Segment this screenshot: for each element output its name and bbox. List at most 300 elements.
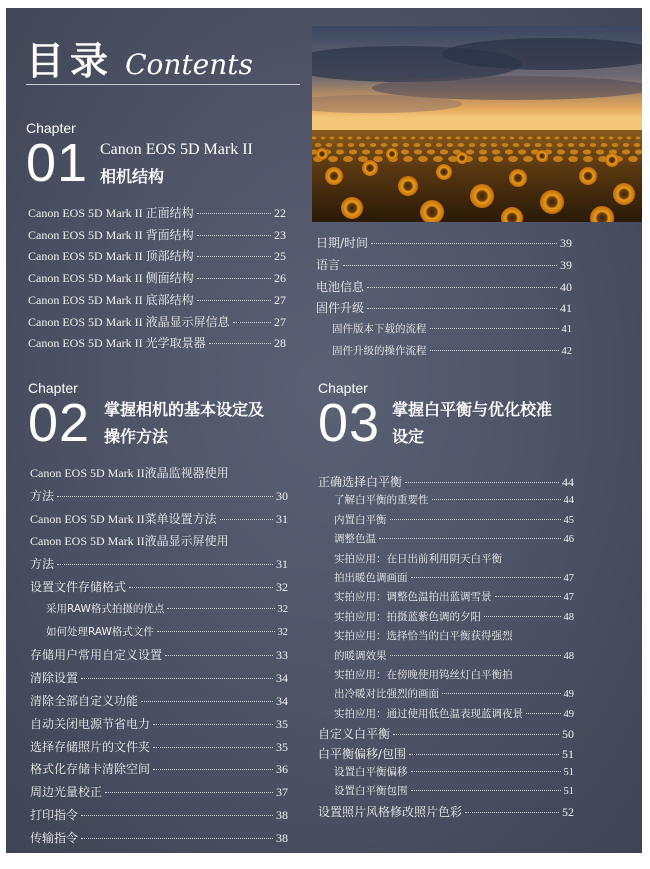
sunflower-distant <box>403 156 413 162</box>
toc-entry-label: 采用RAW格式拍摄的优点 <box>46 602 165 615</box>
sunflower-distant <box>440 150 448 155</box>
toc-leader-dots <box>411 771 561 772</box>
toc-page-number: 38 <box>276 830 288 845</box>
toc-entry <box>318 783 574 798</box>
sunflower-distant <box>524 143 531 147</box>
sunflower-field-photo <box>312 26 642 222</box>
toc-leader-dots <box>153 724 273 725</box>
toc-page-number: 48 <box>563 611 574 623</box>
toc-leader-dots <box>57 496 273 497</box>
toc-page-number: 22 <box>274 206 286 220</box>
sunflower-distant <box>362 150 370 155</box>
toc-entry-label: 实拍应用：调整色温拍出蓝调雪景 <box>334 591 492 604</box>
toc-entry-label: Canon EOS 5D Mark II液晶监视器使用 <box>30 466 229 480</box>
toc-entry <box>316 321 572 336</box>
sunflower-distant <box>622 150 630 155</box>
toc-entry <box>30 715 288 732</box>
toc-entry-label: 格式化存储卡清除空间 <box>30 762 151 777</box>
toc-leader-dots <box>153 747 273 748</box>
title-divider <box>26 84 300 85</box>
toc-page-number: 35 <box>276 739 288 754</box>
toc-page-number: 36 <box>276 762 288 777</box>
toc-page-number: 41 <box>561 324 572 336</box>
sunflower-distant <box>375 150 383 155</box>
sunflower-distant <box>502 143 509 147</box>
sunflower-distant <box>555 137 560 140</box>
sunflower-distant <box>492 137 497 140</box>
toc-entry-label: 拍出暖色调画面 <box>334 572 408 584</box>
sunflower-distant <box>393 137 398 140</box>
sunflower-distant <box>436 143 443 147</box>
toc-entry-label: 调整色温 <box>334 533 376 546</box>
toc-entry <box>30 624 288 639</box>
toc-page-number: 37 <box>276 785 288 800</box>
sunflower-distant <box>357 137 362 140</box>
toc-entry <box>30 692 288 709</box>
toc-leader-dots <box>81 815 273 816</box>
toc-entry-label: 固件版本下载的流程 <box>332 323 427 336</box>
toc-entry <box>30 464 288 481</box>
sunflower-distant <box>348 137 353 140</box>
toc-entry-label: 的暖调效果 <box>334 649 387 662</box>
sunflower-distant <box>349 150 357 155</box>
toc-leader-dots <box>411 790 561 791</box>
sunflower-distant <box>519 137 524 140</box>
toc-leader-dots <box>129 587 273 588</box>
sunflower <box>436 164 452 180</box>
toc-entry-label: 固件升级 <box>316 301 365 316</box>
toc-entry-label: 语言 <box>316 257 341 272</box>
sunflower-distant <box>513 143 520 147</box>
sunflower-distant <box>568 143 575 147</box>
toc-entry <box>30 646 288 663</box>
toc-leader-dots <box>197 278 271 279</box>
toc-leader-dots <box>141 701 273 702</box>
sunflower-distant <box>384 137 389 140</box>
toc-leader-dots <box>197 256 271 257</box>
toc-entry <box>30 510 288 527</box>
sunflower-distant <box>523 156 533 162</box>
sunflower-distant <box>568 156 578 162</box>
toc-entry <box>28 334 286 351</box>
toc-page-number: 46 <box>563 534 574 546</box>
sunflower-distant <box>546 143 553 147</box>
toc-entry <box>28 247 286 264</box>
sunflower-distant <box>414 150 422 155</box>
toc-entry <box>28 204 286 221</box>
toc-page-number: 48 <box>563 650 574 662</box>
title-english: Contents <box>125 48 253 81</box>
toc-entry-label: 周边光量校正 <box>30 785 103 800</box>
sunflower-distant <box>553 156 563 162</box>
toc-entry-label: 设置白平衡包围 <box>334 785 408 798</box>
sunflower-distant <box>480 143 487 147</box>
toc-leader-dots <box>379 538 561 539</box>
toc-entry <box>316 256 572 273</box>
sunflower-distant <box>483 137 488 140</box>
sunflower-distant <box>627 137 632 140</box>
chapter-number: 01 <box>26 133 89 193</box>
sunflower-distant <box>557 150 565 155</box>
toc-leader-dots <box>209 343 271 344</box>
toc-leader-dots <box>430 350 559 351</box>
toc-leader-dots <box>411 577 561 578</box>
sunflower-distant <box>315 143 322 147</box>
sunflower-distant <box>505 150 513 155</box>
toc-entry <box>316 234 572 251</box>
toc-entry <box>30 806 288 823</box>
toc-entry-label: 清除设置 <box>30 671 79 686</box>
toc-entry-label: Canon EOS 5D Mark II 顶部结构 <box>28 249 194 264</box>
toc-page-number: 40 <box>560 279 572 294</box>
toc-entry-label: 电池信息 <box>316 279 365 294</box>
toc-entry-label: 设置白平衡偏移 <box>334 766 408 778</box>
toc-entry-label: Canon EOS 5D Mark II 背面结构 <box>28 227 194 242</box>
sunflower-distant <box>600 137 605 140</box>
toc-leader-dots <box>432 499 561 500</box>
sunflower-distant <box>438 137 443 140</box>
sunflower-distant <box>366 137 371 140</box>
toc-entry <box>318 628 574 643</box>
sunflower-distant <box>570 150 578 155</box>
toc-entry <box>30 760 288 777</box>
sunflower-distant <box>403 143 410 147</box>
toc-entry <box>318 745 574 762</box>
toc-entry <box>318 570 574 585</box>
toc-leader-dots <box>484 616 561 617</box>
sunflower-distant <box>418 156 428 162</box>
toc-entry-label: 内置白平衡 <box>334 513 387 526</box>
toc-leader-dots <box>405 482 559 483</box>
toc-entry <box>30 829 288 846</box>
toc-entry <box>318 589 574 604</box>
chapter-02-title <box>104 396 264 450</box>
toc-page-number: 33 <box>276 648 288 663</box>
contents-title <box>26 30 253 85</box>
toc-entry-label: 打印指令 <box>30 808 79 822</box>
toc-entry <box>318 648 574 663</box>
chapter-label: Chapter <box>26 120 76 136</box>
toc-leader-dots <box>390 519 561 520</box>
toc-entry <box>318 667 574 682</box>
sunflower-distant <box>474 137 479 140</box>
toc-leader-dots <box>393 734 559 735</box>
sunflower-distant <box>501 137 506 140</box>
toc-leader-dots <box>367 287 557 288</box>
sunflower <box>470 184 494 208</box>
sunflower-distant <box>612 143 619 147</box>
toc-page-number: 52 <box>562 804 574 819</box>
sunflower-distant <box>337 143 344 147</box>
toc-leader-dots <box>367 308 557 309</box>
toc-entry <box>318 706 574 721</box>
toc-leader-dots <box>390 655 561 656</box>
toc-leader-dots <box>371 243 557 244</box>
toc-page-number: 51 <box>563 786 574 798</box>
toc-page-number: 23 <box>274 227 286 242</box>
toc-entry-label: 清除全部自定义功能 <box>30 694 139 708</box>
toc-entry <box>30 532 288 549</box>
toc-entry-label: 正确选择白平衡 <box>318 475 403 489</box>
sunflower-distant <box>537 137 542 140</box>
sunflower <box>509 169 527 187</box>
toc-entry <box>30 669 288 686</box>
title-chinese: 目录 <box>26 38 115 83</box>
sunflower-distant <box>339 137 344 140</box>
toc-leader-dots <box>430 328 559 329</box>
chapter-03-title <box>392 396 552 450</box>
toc-page-number: 32 <box>276 580 288 594</box>
sunflower-distant <box>478 156 488 162</box>
sunflower-distant <box>433 156 443 162</box>
toc-page-number: 49 <box>563 689 574 701</box>
toc-page-number: 34 <box>276 694 288 708</box>
toc-entry <box>30 487 288 504</box>
toc-leader-dots <box>409 754 559 755</box>
sunflower-distant <box>492 150 500 155</box>
sunflower <box>613 183 635 205</box>
toc-page-number: 35 <box>276 716 288 731</box>
sunflower-distant <box>466 150 474 155</box>
sunflower-distant <box>336 150 344 155</box>
toc-entry-label: 自定义白平衡 <box>318 727 391 742</box>
chapter-01-title <box>100 136 253 190</box>
sunflower-distant <box>343 156 353 162</box>
toc-page-number: 32 <box>277 603 288 615</box>
toc-page-number: 47 <box>563 573 574 584</box>
toc-page-number: 38 <box>276 808 288 822</box>
sunflower-distant <box>456 137 461 140</box>
sunflower-distant <box>623 143 630 147</box>
sunflower-distant <box>508 156 518 162</box>
chapter-title-line: 操作方法 <box>104 427 169 446</box>
sunflower <box>316 148 328 160</box>
chapter-03-heading <box>318 380 381 453</box>
toc-page-number: 30 <box>276 488 288 503</box>
toc-entry-label: 设置照片风格修改照片色彩 <box>318 804 463 819</box>
sunflower-distant <box>596 150 604 155</box>
toc-entry <box>28 313 286 330</box>
chapter-01-heading <box>26 120 89 193</box>
sunflower-distant <box>618 137 623 140</box>
toc-entry-label: 白平衡偏移/包围 <box>318 746 407 761</box>
chapter-label: Chapter <box>28 380 78 396</box>
sunflower-distant <box>401 150 409 155</box>
sunflower-distant <box>427 150 435 155</box>
toc-leader-dots <box>81 838 273 839</box>
sunflower-distant <box>590 143 597 147</box>
toc-entry <box>28 291 286 308</box>
toc-leader-dots <box>81 678 273 679</box>
sunflower-distant <box>634 143 641 147</box>
toc-leader-dots <box>220 519 273 520</box>
sunflower <box>536 150 548 162</box>
chapter-number: 03 <box>318 393 381 453</box>
sunflower-distant <box>546 137 551 140</box>
sunflower <box>341 197 363 219</box>
toc-page-number: 45 <box>563 514 574 526</box>
sunflower <box>456 152 468 164</box>
sunflower-distant <box>359 143 366 147</box>
sunflower-distant <box>573 137 578 140</box>
toc-entry-label: 实拍应用：在傍晚使用钨丝灯白平衡拍 <box>334 669 513 681</box>
sunflower-distant <box>636 137 641 140</box>
toc-leader-dots <box>57 564 273 565</box>
sunflower-distant <box>420 137 425 140</box>
toc-entry-label: 设置文件存储格式 <box>30 580 127 594</box>
toc-page-number: 51 <box>562 746 574 761</box>
toc-leader-dots <box>153 769 273 770</box>
toc-entry <box>28 269 286 286</box>
sunflower-distant <box>535 143 542 147</box>
toc-entry-label: 自动关闭电源节省电力 <box>30 716 151 731</box>
toc-entry-label: 日期/时间 <box>316 236 369 250</box>
sunflower-distant <box>328 156 338 162</box>
sunflower-distant <box>447 143 454 147</box>
sunflower <box>579 167 597 185</box>
toc-entry-label: 了解白平衡的重要性 <box>334 494 429 507</box>
sunflower-distant <box>510 137 515 140</box>
toc-entry-label: 出冷暖对比强烈的画面 <box>334 688 439 701</box>
toc-page-number: 41 <box>560 301 572 316</box>
sunflower-distant <box>609 137 614 140</box>
toc-leader-dots <box>165 655 273 656</box>
toc-entry <box>30 738 288 755</box>
sunflower-distant <box>601 143 608 147</box>
toc-page-number: 31 <box>276 557 288 572</box>
toc-leader-dots <box>465 812 559 813</box>
toc-entry-label: 实拍应用：在日出前利用阴天白平衡 <box>334 552 502 565</box>
sunflower-distant <box>425 143 432 147</box>
chapter-title-english: Canon EOS 5D Mark II <box>100 141 253 158</box>
toc-entry <box>318 551 574 566</box>
sunflower <box>362 160 378 176</box>
toc-leader-dots <box>343 265 557 266</box>
sunflower-distant <box>582 137 587 140</box>
sunflower-distant <box>375 137 380 140</box>
toc-leader-dots <box>442 693 561 694</box>
sunflower <box>540 190 564 214</box>
toc-entry <box>30 578 288 595</box>
sunflower-distant <box>628 156 638 162</box>
toc-page-number: 44 <box>563 495 574 507</box>
toc-page-number: 31 <box>276 511 288 526</box>
sunflower-distant <box>465 137 470 140</box>
sunflower-distant <box>583 150 591 155</box>
sunflower-distant <box>411 137 416 140</box>
toc-entry <box>318 492 574 507</box>
toc-page-number: 39 <box>560 236 572 250</box>
sunflower-distant <box>491 143 498 147</box>
sunflower-distant <box>518 150 526 155</box>
toc-entry-label: 如何处理RAW格式文件 <box>46 625 154 638</box>
toc-page-number: 39 <box>560 257 572 272</box>
toc-entry <box>316 343 572 358</box>
toc-entry-label: 方法 <box>30 557 55 572</box>
toc-entry <box>318 725 574 742</box>
sunflower-distant <box>583 156 593 162</box>
chapter-title-line: 掌握白平衡与优化校准 <box>392 400 553 419</box>
toc-entry-label: 实拍应用：选择恰当的白平衡获得强烈 <box>334 630 513 643</box>
toc-entry <box>318 803 574 820</box>
toc-entry-label: 实拍应用：通过使用低色温表现蓝调夜景 <box>334 707 523 720</box>
toc-leader-dots <box>105 792 273 793</box>
toc-entry <box>318 531 574 546</box>
sunflower-distant <box>429 137 434 140</box>
toc-leader-dots <box>495 596 561 597</box>
toc-entry <box>318 473 574 490</box>
toc-page-number: 49 <box>563 708 574 720</box>
chapter-label: Chapter <box>318 380 368 396</box>
toc-entry-label: 选择存储照片的文件夹 <box>30 739 151 754</box>
sunflower-distant <box>348 143 355 147</box>
toc-entry-label: 传输指令 <box>30 830 79 845</box>
toc-entry-label: Canon EOS 5D Mark II 正面结构 <box>28 206 194 220</box>
sunflower-distant <box>528 137 533 140</box>
toc-entry-label: Canon EOS 5D Mark II菜单设置方法 <box>30 511 217 526</box>
sunflower <box>386 148 398 160</box>
sunflower-distant <box>326 143 333 147</box>
toc-entry <box>30 783 288 800</box>
toc-entry <box>318 686 574 701</box>
sunflower <box>398 176 418 196</box>
toc-entry-label: 实拍应用：拍摄蓝紫色调的夕阳 <box>334 610 481 623</box>
toc-leader-dots <box>167 608 274 609</box>
sunflower-distant <box>579 143 586 147</box>
toc-entry-label: 方法 <box>30 488 55 503</box>
sunflower-distant <box>493 156 503 162</box>
contents-page <box>6 8 642 853</box>
toc-entry <box>30 555 288 572</box>
toc-page-number: 26 <box>274 271 286 286</box>
toc-entry <box>30 601 288 616</box>
toc-entry-label: Canon EOS 5D Mark II 光学取景器 <box>28 336 206 351</box>
toc-leader-dots <box>197 213 271 214</box>
sunflower-distant <box>414 143 421 147</box>
toc-entry <box>318 764 574 779</box>
chapter-title-line: 掌握相机的基本设定及 <box>104 400 265 419</box>
sunflower-distant <box>402 137 407 140</box>
toc-leader-dots <box>157 631 275 632</box>
sunflower-distant <box>591 137 596 140</box>
toc-page-number: 50 <box>562 727 574 742</box>
toc-page-number: 34 <box>276 671 288 686</box>
toc-leader-dots <box>526 713 561 714</box>
toc-entry-label: 固件升级的操作流程 <box>332 345 427 357</box>
toc-page-number: 27 <box>274 292 286 307</box>
sunflower <box>325 167 343 185</box>
toc-page-number: 44 <box>562 475 574 489</box>
sunflower-distant <box>392 143 399 147</box>
toc-entry <box>316 299 572 316</box>
toc-leader-dots <box>197 235 271 236</box>
sunflower-distant <box>381 143 388 147</box>
chapter-number: 02 <box>28 393 91 453</box>
toc-page-number: 27 <box>274 314 286 329</box>
toc-entry <box>318 609 574 624</box>
chapter-title-line: 设定 <box>392 427 425 446</box>
sunflower-distant <box>321 137 326 140</box>
toc-leader-dots <box>197 300 271 301</box>
toc-page-number: 47 <box>563 592 574 604</box>
toc-entry-label: 存储用户常用自定义设置 <box>30 648 163 663</box>
sunflower-distant <box>479 150 487 155</box>
toc-leader-dots <box>233 322 271 323</box>
sunflower-distant <box>557 143 564 147</box>
toc-entry-label: Canon EOS 5D Mark II 液晶显示屏信息 <box>28 314 230 329</box>
sunflower-distant <box>330 137 335 140</box>
sunflower-distant <box>564 137 569 140</box>
